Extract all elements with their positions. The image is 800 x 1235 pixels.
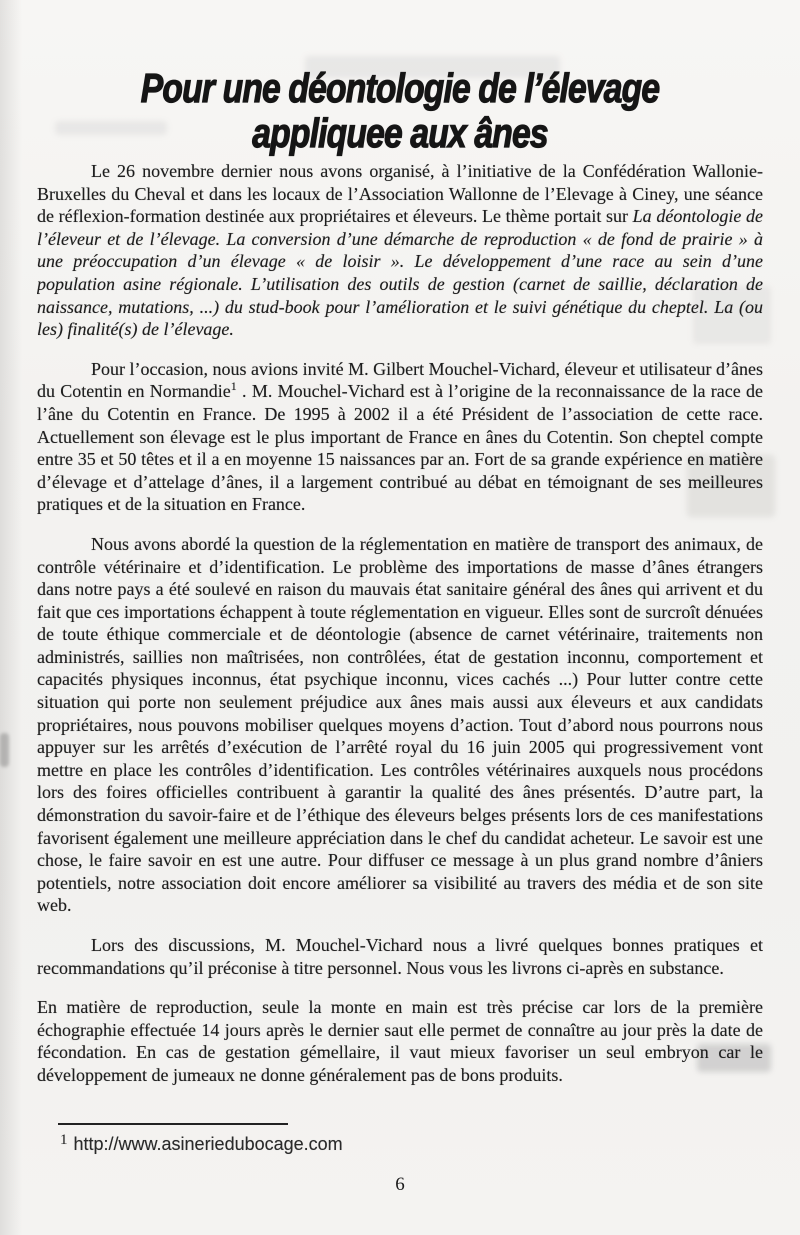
text-segment: En matière de reproduction, seule la monte en main est très précise car lors de la première échographie effectuée 14 jours après le dernier saut elle permet de connaître au jour près la date de fécondation. En cas de gestation gémellaire, il vaut mieux favoriser un seul embryon car le développement de jumeaux ne donne généralement pas de bons produits.: [37, 997, 763, 1085]
text-segment: Le 26 novembre dernier nous avons organisé, à l’initiative de la Confédération Wallonie-Bruxelles du Cheval et dans les locaux de l’Association Wallonne de l’Elevage à Ciney, une séance de réflexion-formation destinée aux propriétaires et éleveurs. Le thème portait sur: [37, 161, 763, 227]
scan-edge-shadow: [0, 0, 22, 1235]
footnote: [60, 1132, 343, 1155]
footnote-reference: 1: [230, 379, 237, 394]
body-paragraph: [37, 533, 763, 917]
body-paragraph: [37, 934, 763, 979]
body-paragraph: [37, 358, 763, 516]
page-title: [0, 66, 800, 156]
footnote-divider: [58, 1123, 288, 1125]
footnote-url: http://www.asineriedubocage.com: [73, 1134, 343, 1154]
page-title-line2: appliquee aux ânes: [252, 110, 548, 156]
text-segment: . M. Mouchel-Vichard est à l’origine de la reconnaissance de la race de l’âne du Cotentin en France. De 1995 à 2002 il a été Président de l’association de cette race. Actuellement son élevage est le plus important de France en ânes du Cotentin. Son cheptel compte entre 35 et 50 têtes et il a en moyenne 15 naissances par an. Fort de sa grande expérience en matière d’élevage et d’attelage d’ânes, il a largement contribué au débat en témoignant de ses meilleures pratiques et de la situation en France.: [37, 381, 763, 515]
scan-edge-mark: [0, 733, 9, 767]
body-paragraph: [37, 160, 763, 341]
text-segment: Pour l’occasion, nous avions invité M. Gilbert Mouchel-Vichard, éleveur et utilisateur d’ânes du Cotentin en Normandie: [37, 358, 763, 402]
body-paragraph: [37, 996, 763, 1086]
page-number: 6: [395, 1174, 405, 1195]
page-title-line1: Pour une déontologie de l’élevage: [140, 65, 660, 111]
text-segment: Nous avons abordé la question de la réglementation en matière de transport des animaux, de contrôle vétérinaire et d’identification. Le problème des importations de masse d’ânes étrangers dans notre pays a été soulevé en raison du mauvais état sanitaire général des ânes qui arrivent et du fait que ces importations échappent à toute réglementation en vigueur. Elles sont de surcroît dénuées de toute éthique commerciale et de déontologie (absence de carnet vétérinaire, traitements non administrés, saillies non maîtrisées, non contrôlées, état de gestation inconnu, comportement et capacités physiques inconnus, état psychique inconnu, vices cachés ...) Pour lutter contre cette situation qui porte non seulement préjudice aux ânes mais aussi aux éleveurs et aux candidats propriétaires, nous pouvons mobiliser quelques moyens d’action. Tout d’abord nous pourrons nous appuyer sur les arrêtés d’exécution de l’arrêté royal du 16 juin 2005 qui progressivement vont mettre en place les contrôles d’identification. Les contrôles vétérinaires auxquels nous procédons lors des foires officielles contribuent à garantir la qualité des ânes présentés. D’autre part, la démonstration du savoir-faire et de l’éthique des éleveurs belges présents lors de ces manifestations favorisent également une meilleure appréciation dans le chef du candidat acheteur. Le savoir est une chose, le faire savoir en est une autre. Pour diffuser ce message à un plus grand nombre d’âniers potentiels, notre association doit encore améliorer sa visibilité au travers des média et de son site web.: [37, 533, 763, 916]
document-body: [37, 160, 763, 1117]
text-segment: Lors des discussions, M. Mouchel-Vichard nous a livré quelques bonnes pratiques et recommandations qu’il préconise à titre personnel. Nous vous les livrons ci-après en substance.: [37, 935, 763, 978]
text-segment: La déontologie de l’éleveur et de l’élevage. La conversion d’une démarche de reproduction « de fond de prairie » à une préoccupation d’un élevage « de loisir ». Le développement d’une race au sein d’une population asine régionale. L’utilisation des outils de gestion (carnet de saillie, déclaration de naissance, mutations, ...) du stud-book pour l’amélioration et le suivi génétique du cheptel. La (ou les) finalité(s) de l’élevage.: [37, 206, 763, 340]
footnote-marker: 1: [60, 1132, 68, 1148]
